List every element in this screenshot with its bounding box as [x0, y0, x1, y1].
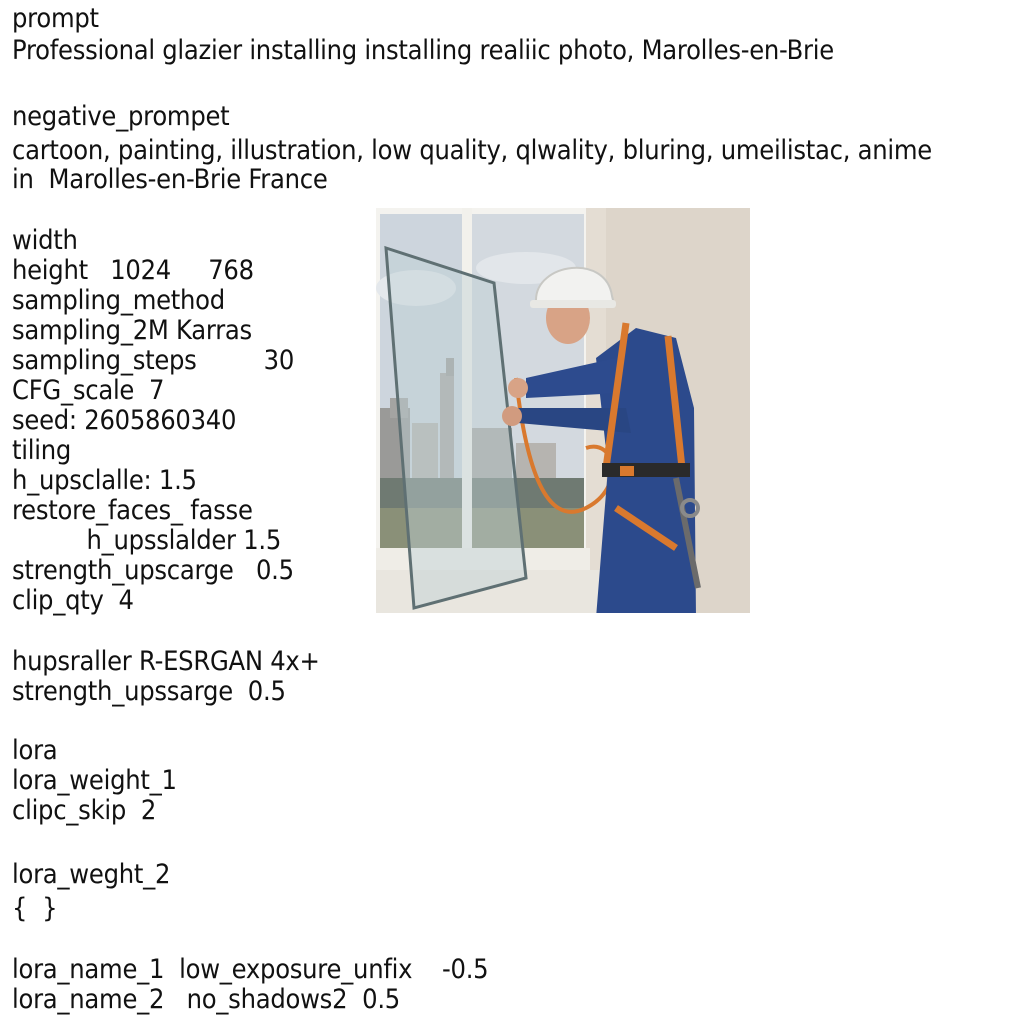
sampling-steps-line: sampling_steps 30 — [12, 345, 295, 376]
lora-name-2-line: lora_name_2 no_shadows2 0.5 — [12, 984, 400, 1015]
h-upscaler-line: h_upsslalder 1.5 — [12, 525, 282, 556]
negative-prompt-text-2: in Marolles-en-Brie France — [12, 164, 328, 195]
seed-line: seed: 2605860340 — [12, 405, 237, 436]
lora-weight-2-line: lora_weght_2 — [12, 859, 171, 890]
prompt-text: Professional glazier installing installing realiic photo, Marolles-en-Brie — [12, 35, 834, 66]
negative-prompt-label: negative_prompet — [12, 101, 230, 132]
lora-name-1-line: lora_name_1 low_exposure_unfix -0.5 — [12, 954, 489, 985]
height-line: height 1024 768 — [12, 255, 254, 286]
negative-prompt-text: cartoon, painting, illustration, low quality, qlwality, bluring, umeilistac, anime — [12, 135, 932, 166]
clip-skip-line: clipc_skip 2 — [12, 795, 157, 826]
lora-weight-1-line: lora_weight_1 — [12, 765, 177, 796]
strength-upscale-line-2: strength_upssarge 0.5 — [12, 676, 286, 707]
tiling-label: tiling — [12, 435, 71, 466]
width-label: width — [12, 225, 78, 256]
cfg-scale-line: CFG_scale 7 — [12, 375, 165, 406]
restore-faces-line: restore_faces_ fasse — [12, 495, 253, 526]
h-upscale-line: h_upsclalle: 1.5 — [12, 465, 197, 496]
upscaler-line: hupsraller R-ESRGAN 4x+ — [12, 646, 320, 677]
prompt-label: prompt — [12, 3, 99, 34]
lora-label: lora — [12, 735, 58, 766]
sampling-method-value: sampling_2M Karras — [12, 315, 252, 346]
glazier-photo — [376, 208, 750, 613]
sampling-method-label: sampling_method — [12, 285, 225, 316]
clip-qty-line: clip_qty 4 — [12, 585, 134, 616]
braces-line: { } — [12, 893, 58, 924]
strength-upscale-line: strength_upscarge 0.5 — [12, 555, 294, 586]
